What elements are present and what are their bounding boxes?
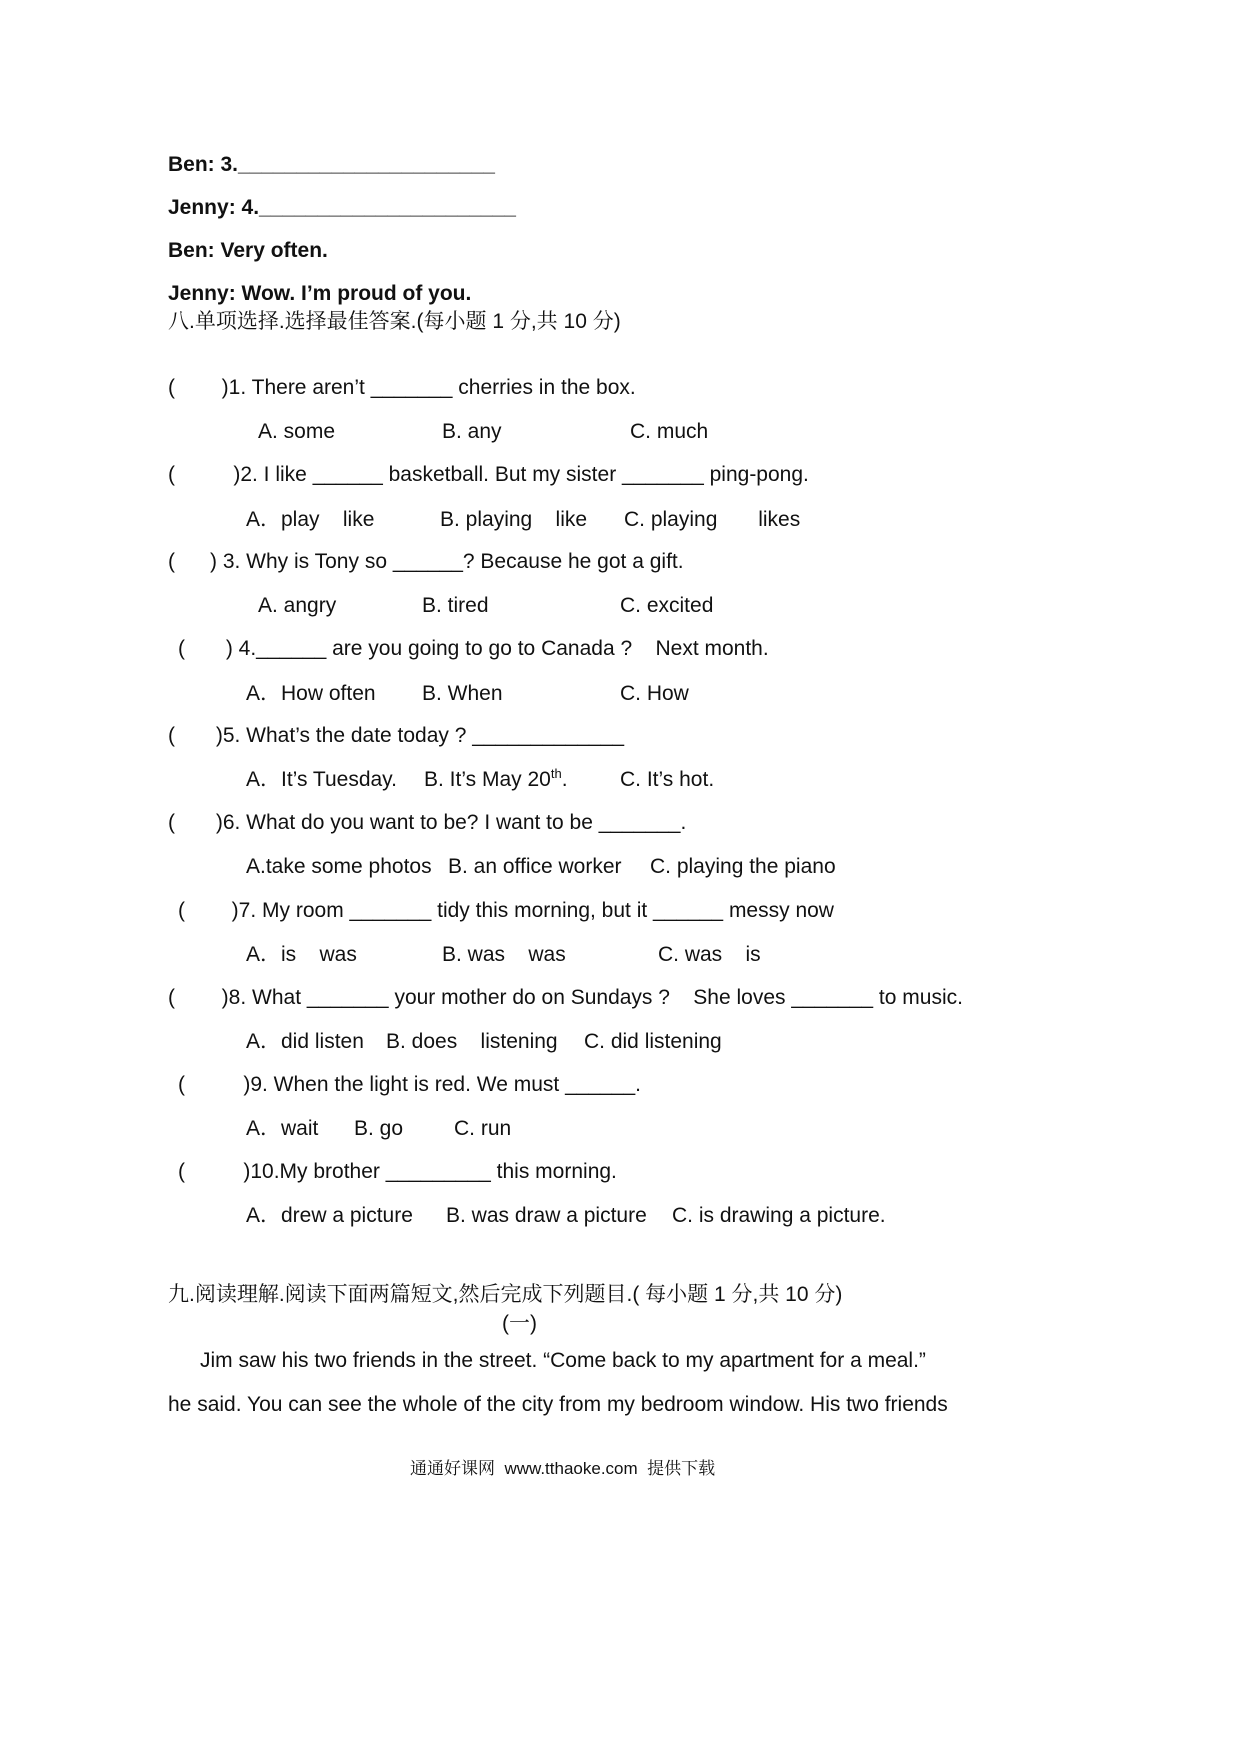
question-5-option-b-text: B. It’s May 20: [424, 768, 551, 791]
dialogue-line-ben-very-often: Ben: Very often.: [168, 239, 328, 262]
question-8-option-b: B. does listening: [386, 1030, 558, 1053]
passage-line-2: he said. You can see the whole of the city from my bedroom window. His two friends: [168, 1393, 948, 1416]
question-3-option-b: B. tired: [422, 594, 489, 617]
question-6-stem: ( )6. What do you want to be? I want to be _______.: [168, 811, 687, 834]
question-3-stem: ( ) 3. Why is Tony so ______? Because he got a gift.: [168, 550, 684, 573]
dialogue-line-jenny-4: Jenny: 4.______________________: [168, 196, 516, 219]
question-8-stem: ( )8. What _______ your mother do on Sundays ? She loves _______ to music.: [168, 986, 963, 1009]
question-2-option-b: B. playing like: [440, 508, 588, 531]
question-7-option-a: A．is was: [246, 943, 357, 966]
question-4-stem: ( ) 4.______ are you going to go to Canada ? Next month.: [178, 637, 769, 660]
question-6-option-b: B. an office worker: [448, 855, 622, 878]
passage-line-1: Jim saw his two friends in the street. “Come back to my apartment for a meal.”: [200, 1349, 926, 1372]
question-7-stem: ( )7. My room _______ tidy this morning, but it ______ messy now: [178, 899, 834, 922]
question-10-option-a: A．drew a picture: [246, 1204, 413, 1227]
question-9-option-a: A．wait: [246, 1117, 319, 1140]
section-8-heading: 八.单项选择.选择最佳答案.(每小题 1 分,共 10 分): [168, 310, 621, 333]
question-9-stem: ( )9. When the light is red. We must ______.: [178, 1073, 641, 1096]
question-5-option-c: C. It’s hot.: [620, 768, 715, 791]
question-5-option-b-superscript: th: [550, 766, 562, 781]
question-1-stem: ( )1. There aren’t _______ cherries in the box.: [168, 376, 636, 399]
question-4-option-b: B. When: [422, 682, 503, 705]
question-5-stem: ( )5. What’s the date today ? _____________: [168, 724, 625, 747]
question-7-option-b: B. was was: [442, 943, 566, 966]
question-10-option-c: C. is drawing a picture.: [672, 1204, 886, 1227]
question-4-option-a: A．How often: [246, 682, 376, 705]
question-1-option-b: B. any: [442, 420, 502, 443]
question-5-option-b: [424, 767, 568, 793]
question-2-option-c: C. playing likes: [624, 508, 801, 531]
section-9-heading: 九.阅读理解.阅读下面两篇短文,然后完成下列题目.( 每小题 1 分,共 10 分): [168, 1283, 843, 1306]
question-10-stem: ( )10.My brother _________ this morning.: [178, 1160, 617, 1183]
footer-watermark: 通通好课网 www.tthaoke.com 提供下载: [410, 1459, 716, 1478]
dialogue-line-jenny-proud: Jenny: Wow. I’m proud of you.: [168, 282, 472, 305]
question-5-option-b-period: .: [561, 768, 568, 791]
question-1-option-a: A. some: [258, 420, 336, 443]
question-6-option-a: A.take some photos: [246, 855, 432, 878]
question-7-option-c: C. was is: [658, 943, 761, 966]
question-1-option-c: C. much: [630, 420, 709, 443]
question-10-option-b: B. was draw a picture: [446, 1204, 647, 1227]
question-8-option-c: C. did listening: [584, 1030, 722, 1053]
dialogue-line-ben-3: Ben: 3.______________________: [168, 153, 495, 176]
question-6-option-c: C. playing the piano: [650, 855, 836, 878]
question-9-option-c: C. run: [454, 1117, 512, 1140]
question-3-option-a: A. angry: [258, 594, 337, 617]
question-3-option-c: C. excited: [620, 594, 714, 617]
question-2-option-a: A．play like: [246, 508, 375, 531]
question-5-option-a: A．It’s Tuesday.: [246, 768, 397, 791]
section-9-subheading: (一): [502, 1312, 537, 1335]
question-2-stem: ( )2. I like ______ basketball. But my sister _______ ping-pong.: [168, 463, 809, 486]
question-4-option-c: C. How: [620, 682, 689, 705]
question-8-option-a: A．did listen: [246, 1030, 364, 1053]
question-9-option-b: B. go: [354, 1117, 404, 1140]
